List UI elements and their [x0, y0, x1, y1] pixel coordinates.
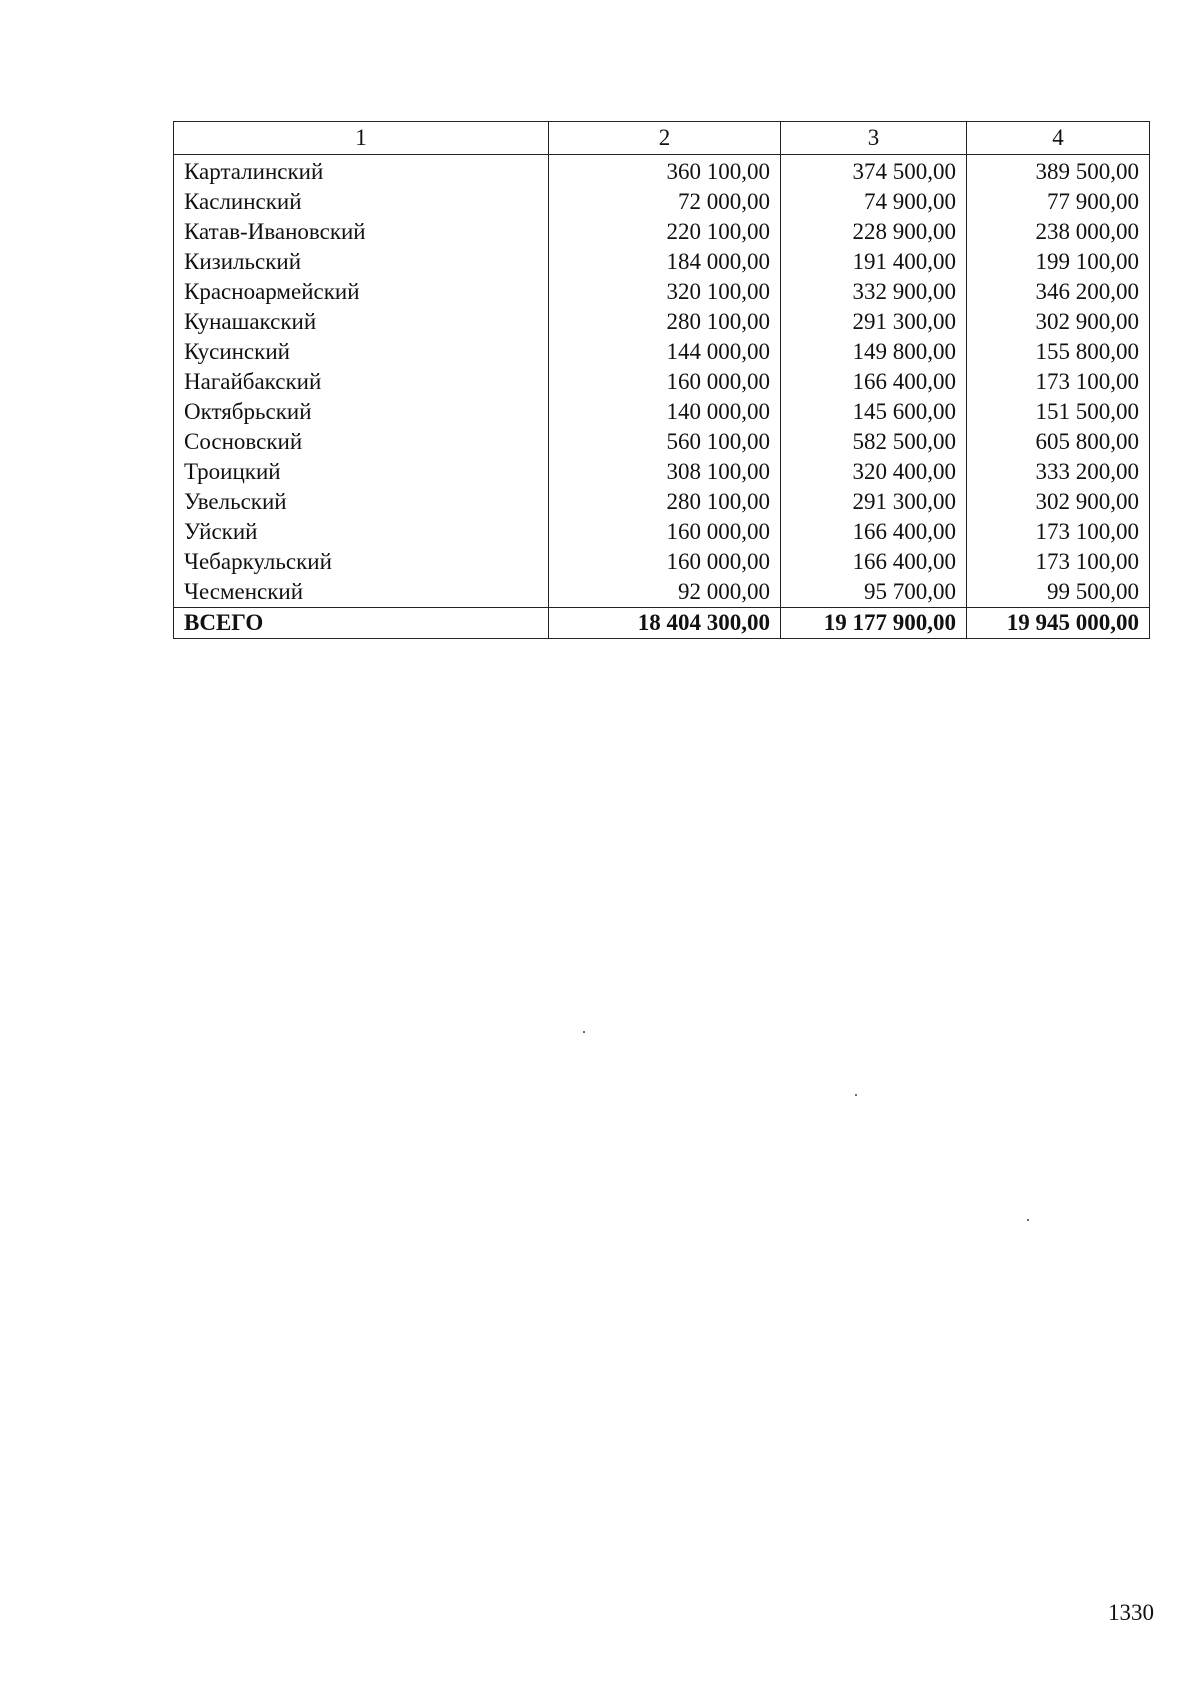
- table-row: [174, 217, 1150, 247]
- value-col-3: 166 400,00: [781, 517, 967, 547]
- value-col-4: 173 100,00: [967, 517, 1150, 547]
- value-col-3: 74 900,00: [781, 187, 967, 217]
- total-label: ВСЕГО: [174, 608, 549, 639]
- value-col-3: 191 400,00: [781, 247, 967, 277]
- value-col-3: 149 800,00: [781, 337, 967, 367]
- table-row: [174, 155, 1150, 188]
- table-row: [174, 547, 1150, 577]
- value-col-4: 302 900,00: [967, 307, 1150, 337]
- value-col-4: 151 500,00: [967, 397, 1150, 427]
- value-col-3: 228 900,00: [781, 217, 967, 247]
- district-name: Сосновский: [174, 427, 549, 457]
- value-col-3: 374 500,00: [781, 155, 967, 188]
- value-col-4: 605 800,00: [967, 427, 1150, 457]
- total-col-2: 18 404 300,00: [549, 608, 781, 639]
- value-col-3: 320 400,00: [781, 457, 967, 487]
- table-row: [174, 517, 1150, 547]
- value-col-4: 99 500,00: [967, 577, 1150, 608]
- budget-table: [173, 121, 1150, 639]
- value-col-4: 333 200,00: [967, 457, 1150, 487]
- value-col-2: 360 100,00: [549, 155, 781, 188]
- district-name: Октябрьский: [174, 397, 549, 427]
- district-name: Уйский: [174, 517, 549, 547]
- table-row: [174, 397, 1150, 427]
- value-col-2: 280 100,00: [549, 487, 781, 517]
- value-col-2: 280 100,00: [549, 307, 781, 337]
- value-col-3: 332 900,00: [781, 277, 967, 307]
- value-col-2: 72 000,00: [549, 187, 781, 217]
- value-col-4: 302 900,00: [967, 487, 1150, 517]
- value-col-3: 291 300,00: [781, 307, 967, 337]
- value-col-3: 145 600,00: [781, 397, 967, 427]
- column-header-1: 1: [174, 122, 549, 155]
- table-row: [174, 577, 1150, 608]
- page-number: 1330: [1108, 1600, 1154, 1625]
- value-col-4: 389 500,00: [967, 155, 1150, 188]
- column-header-3: 3: [781, 122, 967, 155]
- value-col-4: 173 100,00: [967, 367, 1150, 397]
- table-row: [174, 247, 1150, 277]
- scan-speck: [1027, 1219, 1029, 1221]
- district-name: Кизильский: [174, 247, 549, 277]
- district-name: Увельский: [174, 487, 549, 517]
- value-col-3: 291 300,00: [781, 487, 967, 517]
- value-col-4: 173 100,00: [967, 547, 1150, 577]
- table-row: [174, 487, 1150, 517]
- total-row: [174, 608, 1150, 639]
- district-name: Катав-Ивановский: [174, 217, 549, 247]
- value-col-2: 220 100,00: [549, 217, 781, 247]
- value-col-2: 308 100,00: [549, 457, 781, 487]
- scan-speck: [583, 1031, 585, 1033]
- district-name: Чебаркульский: [174, 547, 549, 577]
- table-row: [174, 457, 1150, 487]
- table-row: [174, 187, 1150, 217]
- value-col-4: 77 900,00: [967, 187, 1150, 217]
- value-col-2: 140 000,00: [549, 397, 781, 427]
- column-header-2: 2: [549, 122, 781, 155]
- total-col-4: 19 945 000,00: [967, 608, 1150, 639]
- district-name: Чесменский: [174, 577, 549, 608]
- table-row: [174, 367, 1150, 397]
- table-row: [174, 427, 1150, 457]
- total-col-3: 19 177 900,00: [781, 608, 967, 639]
- table-row: [174, 307, 1150, 337]
- value-col-4: 155 800,00: [967, 337, 1150, 367]
- value-col-2: 560 100,00: [549, 427, 781, 457]
- value-col-4: 199 100,00: [967, 247, 1150, 277]
- value-col-2: 320 100,00: [549, 277, 781, 307]
- district-name: Нагайбакский: [174, 367, 549, 397]
- table-row: [174, 277, 1150, 307]
- value-col-4: 238 000,00: [967, 217, 1150, 247]
- value-col-2: 184 000,00: [549, 247, 781, 277]
- value-col-2: 160 000,00: [549, 547, 781, 577]
- value-col-2: 160 000,00: [549, 367, 781, 397]
- scan-speck: [855, 1094, 857, 1096]
- district-name: Красноармейский: [174, 277, 549, 307]
- district-name: Кусинский: [174, 337, 549, 367]
- district-name: Карталинский: [174, 155, 549, 188]
- value-col-3: 95 700,00: [781, 577, 967, 608]
- value-col-4: 346 200,00: [967, 277, 1150, 307]
- value-col-2: 92 000,00: [549, 577, 781, 608]
- district-name: Троицкий: [174, 457, 549, 487]
- table-row: [174, 337, 1150, 367]
- district-name: Кунашакский: [174, 307, 549, 337]
- table-header-row: [174, 122, 1150, 155]
- value-col-2: 160 000,00: [549, 517, 781, 547]
- value-col-3: 166 400,00: [781, 367, 967, 397]
- column-header-4: 4: [967, 122, 1150, 155]
- value-col-2: 144 000,00: [549, 337, 781, 367]
- district-name: Каслинский: [174, 187, 549, 217]
- value-col-3: 582 500,00: [781, 427, 967, 457]
- value-col-3: 166 400,00: [781, 547, 967, 577]
